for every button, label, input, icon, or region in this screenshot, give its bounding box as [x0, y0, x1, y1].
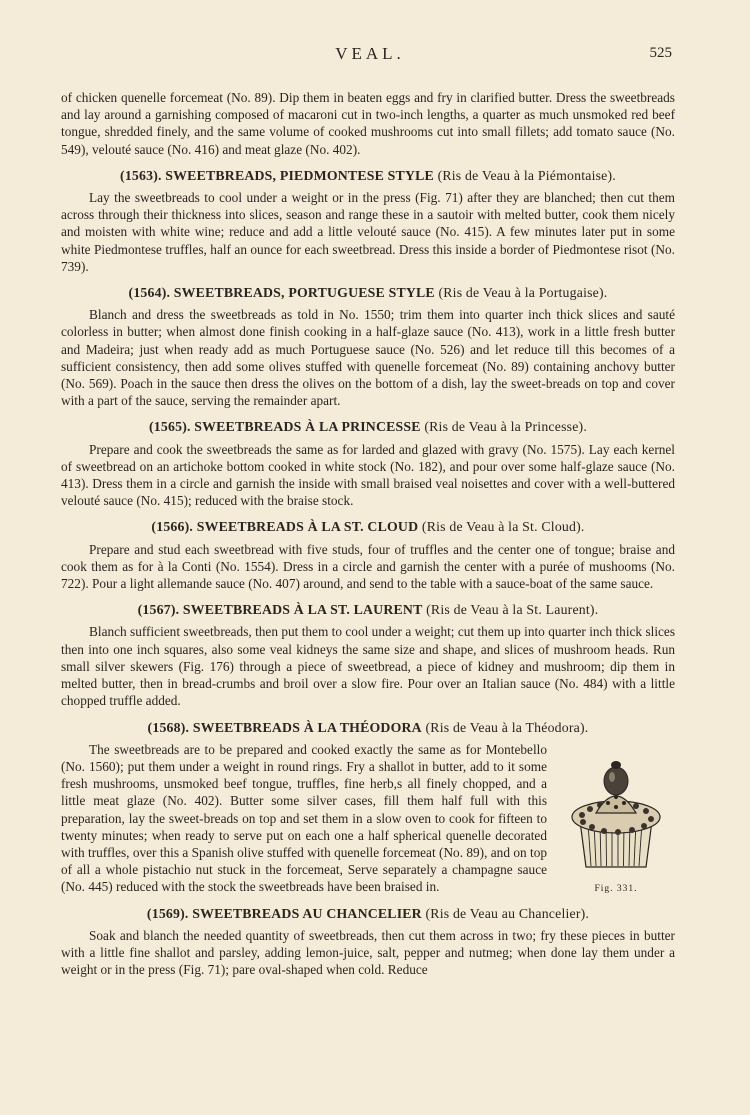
recipe-heading-1567	[61, 601, 675, 618]
recipe-french-title: (Ris de Veau à la Théodora).	[425, 719, 589, 735]
recipe-title: (1566). SWEETBREADS À LA ST. CLOUD	[151, 519, 419, 535]
recipe-french-title: (Ris de Veau à la St. Laurent).	[426, 602, 599, 618]
recipe-heading-1565	[61, 418, 675, 435]
recipe-french-title: (Ris de Veau à la Princesse).	[424, 419, 587, 435]
running-head	[0, 44, 750, 66]
recipe-title: (1567). SWEETBREADS À LA ST. LAURENT	[137, 602, 423, 618]
recipe-french-title: (Ris de Veau à la Piémontaise).	[437, 167, 616, 183]
recipe-body-1563: Lay the sweetbreads to cool under a weight or in the press (Fig. 71) after they are blanched; then cut them across through their thickness into slices, season and range these in a sautoir with melted butter, cook them nicely and moisten with white wine; reduce and add a little velouté sauce (No. 415). A few minutes later put in some white Piedmontese truffles, half an ounce for each sweetbread. Dress this inside a border of Piedmontese risot (No. 739).	[61, 190, 675, 274]
recipe-french-title: (Ris de Veau à la St. Cloud).	[421, 519, 585, 535]
recipe-body-1567: Blanch sufficient sweetbreads, then put them to cool under a weight; cut them up into quarter inch thick slices then into one inch squares, also some veal kidneys the same size and shape, and slices of mushroom heads. Run small silver skewers (Fig. 176) through a piece of sweetbread, a piece of kidney and mushroom; dip them in melted butter, then in bread-crumbs and broil over a slow fire. Pour over an Italian sauce (No. 484) with a little chopped truffle added.	[61, 624, 675, 709]
page-body	[61, 89, 675, 978]
recipe-body-1568: The sweetbreads are to be prepared and cooked exactly the same as for Montebello (No. 1560); put them under a weight in round rings. Fry a shallot in butter, add to it some fresh mushrooms, unsmoked beef tongue, truffles, fine herb,s all finely chopped, and a little meat glaze (No. 402). Butter some silver cases, fill them half full with this preparation, lay the sweet-breads on top and set them in a slow oven to cook for fifteen to twenty minutes; when ready to serve put on each one a half spherical quenelle decorated with truffles, over this a Spanish olive stuffed with quenelle forcemeat (No. 89), and on top of all a whole pistachio nut stuck in the forcemeat, Serve separately a champagne sauce (No. 445) reduced with the stock the sweetbreads have been braised in.	[61, 741, 547, 895]
figure-caption: Fig. 331.	[594, 883, 638, 894]
recipe-title: (1568). SWEETBREADS À LA THÉODORA	[147, 719, 422, 735]
figure-331	[557, 751, 675, 899]
recipe-body-1569: Soak and blanch the needed quantity of sweetbreads, then cut them across in two; fry these pieces in butter with a little fine shallot and parsley, adding lemon-juice, salt, pepper and nutmeg; when done lay them under a weight or in the press (Fig. 71); pare oval-shaped when cold. Reduce	[61, 927, 675, 978]
recipe-heading-1569	[61, 905, 675, 922]
recipe-title: (1565). SWEETBREADS À LA PRINCESSE	[149, 419, 421, 435]
running-head-title: VEAL.	[335, 44, 405, 63]
recipe-body-1565: Prepare and cook the sweetbreads the same as for larded and glazed with gravy (No. 1575). Lay each kernel of sweetbread on an artichoke bottom cooked in white stock (No. 182), and pour over some half-glaze sauce (No. 413). Dress them in a circle and garnish the inside with small braised veal noisettes and cover with a well-buttered velouté sauce (No. 415); reduced with the braise stock.	[61, 441, 675, 509]
recipe-heading-1564	[61, 284, 675, 301]
recipe-body-1564: Blanch and dress the sweetbreads as told in No. 1550; trim them into quarter inch thick slices and sauté colorless in butter; when almost done finish cooking in a half-glaze sauce (No. 413), work in a little fresh butter and Madeira; just when ready add as much Portuguese sauce (No. 526) and let reduce till this becomes of a sufficient consistency, then add some olives stuffed with quenelle forcemeat (No. 89) containing anchovy butter (No. 569). Poach in the sauce then dress the olives on the bottom of a dish, lay the sweet-breads on top and cover with a part of the sauce, serving the remainder apart.	[61, 307, 675, 409]
recipe-title: (1564). SWEETBREADS, PORTUGUESE STYLE	[128, 285, 435, 301]
page-number: 525	[649, 45, 672, 61]
recipe-title: (1563). SWEETBREADS, PIEDMONTESE STYLE	[120, 167, 434, 183]
recipe-heading-1566	[61, 518, 675, 535]
recipe-body-1566: Prepare and stud each sweetbread with five studs, four of truffles and the center one of tongue; braise and cook them as for à la Conti (No. 1554). Dress in a circle and garnish the center with a purée of mushooms (No. 722). Pour a light allemande sauce (No. 407) around, and send to the table with a sauce-boat of the same sauce.	[61, 541, 675, 592]
recipe-heading-1563	[61, 167, 675, 184]
sweetbread-case-illustration-icon	[560, 751, 672, 879]
recipe-heading-1568	[61, 719, 675, 736]
recipe-french-title: (Ris de Veau au Chancelier).	[425, 905, 590, 921]
recipe-french-title: (Ris de Veau à la Portugaise).	[438, 285, 608, 301]
intro-paragraph: of chicken quenelle forcemeat (No. 89). Dip them in beaten eggs and fry in clarified butter. Dress the sweetbreads and lay around a garnishing composed of macaroni cut in two-inch lengths, a quarter as much unsmoked red beef tongue, shredded finely, and the same volume of cooked mushrooms cut into small fillets; add tomato sauce (No. 549), velouté sauce (No. 416) and meat glaze (No. 402).	[61, 90, 675, 157]
recipe-title: (1569). SWEETBREADS AU CHANCELIER	[146, 905, 422, 921]
